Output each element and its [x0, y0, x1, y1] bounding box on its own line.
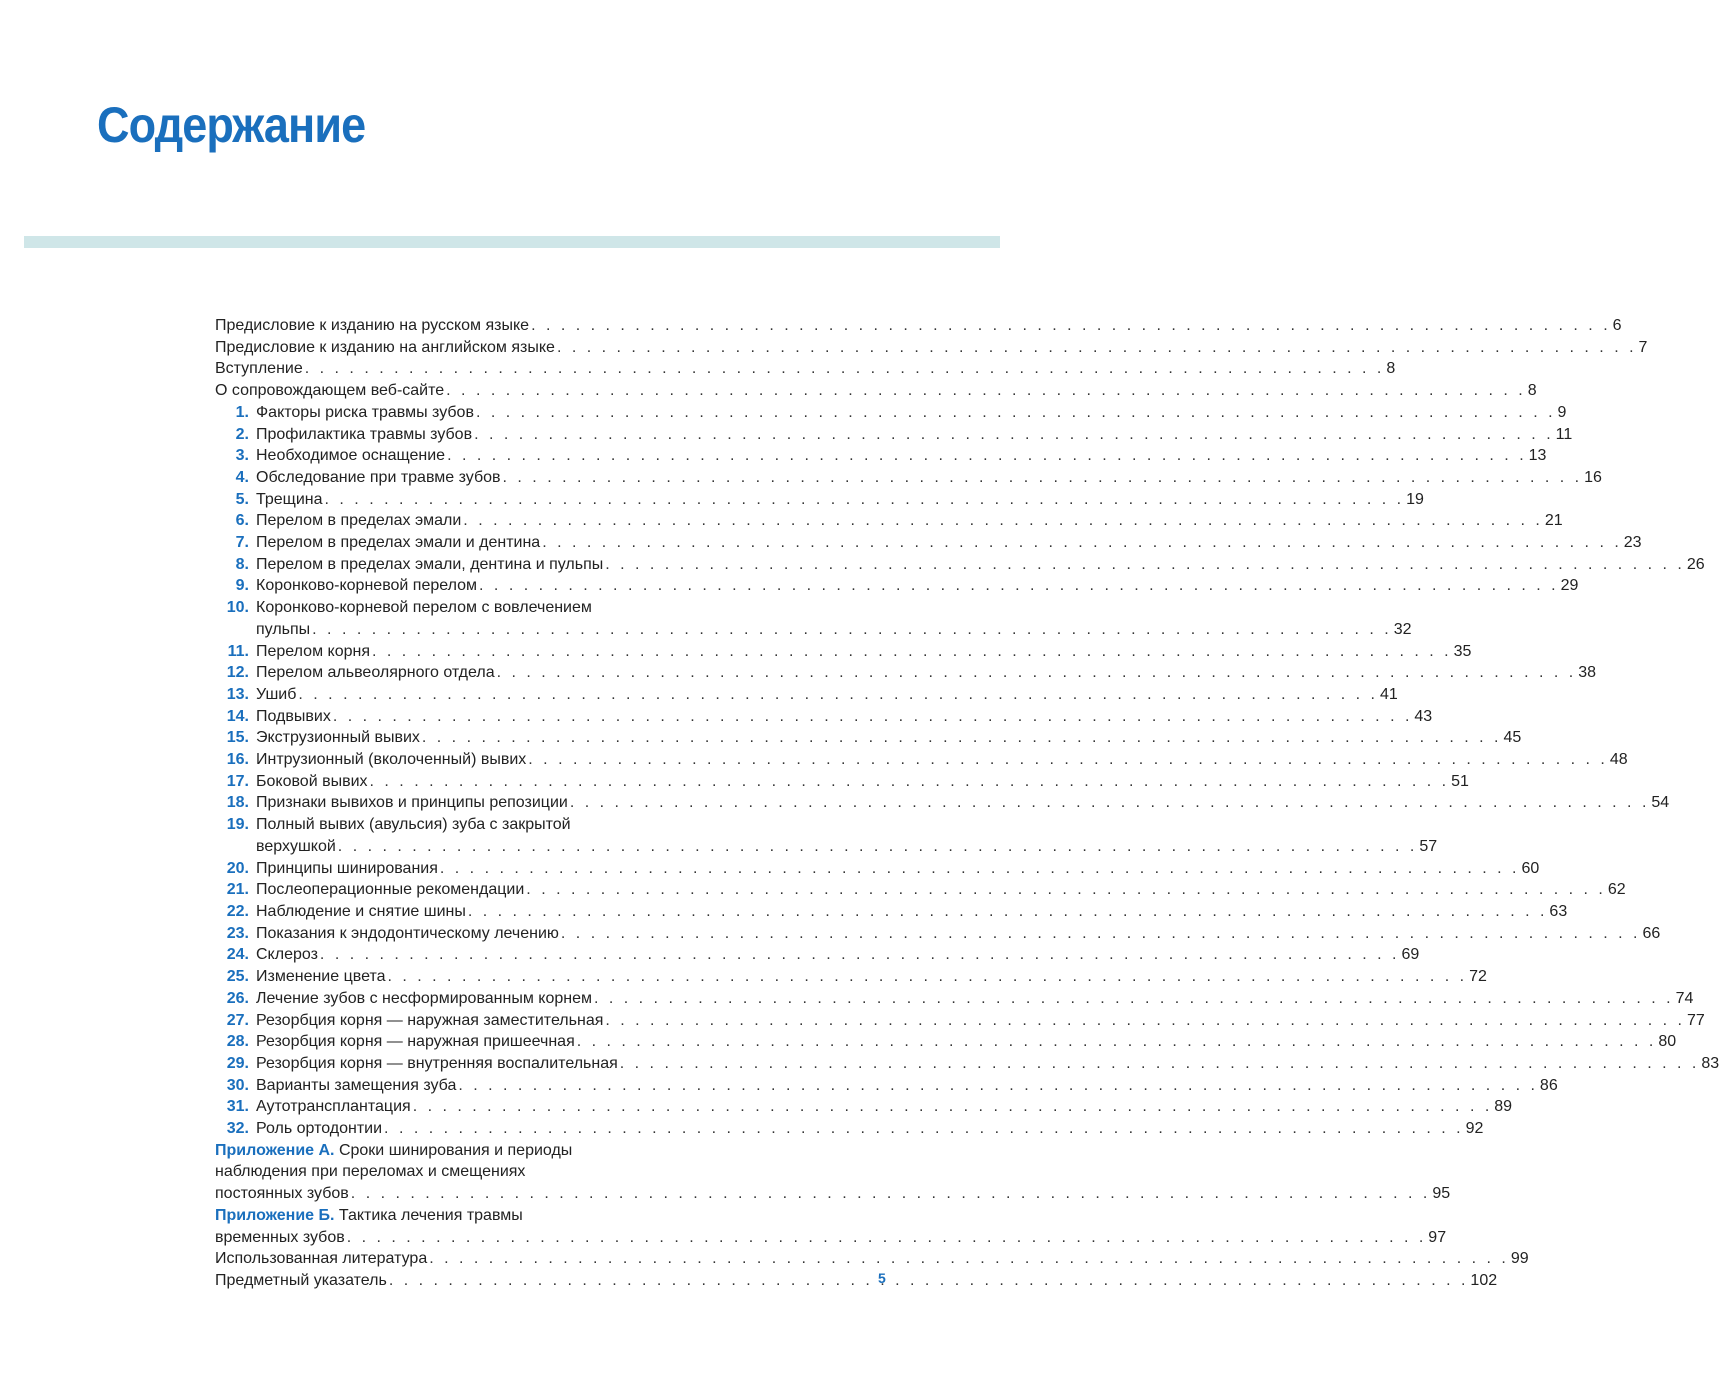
toc-chapter-entry[interactable] [215, 1096, 1513, 1118]
toc-line [256, 1075, 1558, 1097]
chapter-title-line: Факторы риска травмы зубов [256, 403, 474, 421]
toc-chapter-entry[interactable] [215, 1118, 1484, 1140]
dot-leader [296, 684, 1380, 706]
appendix-title-line [215, 1183, 349, 1205]
chapter-number: 17. [226, 772, 249, 790]
entry-page: 102 [1470, 1271, 1498, 1289]
chapter-number: 22. [226, 902, 249, 920]
entry-page: 99 [1510, 1250, 1529, 1268]
chapter-number: 1. [235, 403, 249, 421]
chapter-title-line: Наблюдение и снятие шины [256, 902, 466, 920]
chapter-number: 21. [226, 881, 249, 899]
entry-page: 95 [1432, 1185, 1451, 1203]
toc-chapter-entry[interactable] [215, 575, 1579, 597]
toc-chapter-entry[interactable] [215, 510, 1563, 532]
toc-appendix-entry[interactable] [215, 1140, 1451, 1205]
entry-page: 21 [1544, 512, 1563, 530]
entry-title: Предисловие к изданию на русском языке [215, 317, 530, 334]
chapter-text [215, 445, 1547, 467]
appendix-text: Сроки шинирования и периоды [338, 1141, 573, 1159]
dot-leader [323, 489, 1407, 511]
chapter-number: 4. [235, 468, 249, 486]
toc-line [256, 467, 1602, 489]
entry-page: 51 [1451, 772, 1469, 790]
toc-line [256, 1118, 1484, 1140]
page-number: 5 [878, 1270, 886, 1286]
appendix-title-line [215, 1227, 345, 1249]
entry-page: 74 [1675, 989, 1694, 1007]
toc-chapter-entry[interactable] [215, 923, 1661, 945]
toc-entry[interactable] [215, 1270, 1498, 1292]
entry-page: 60 [1521, 859, 1540, 877]
entry-page: 11 [1555, 425, 1573, 443]
chapter-title-line: Показания к эндодонтическому лечению [256, 924, 559, 942]
toc-line [256, 988, 1694, 1010]
toc-chapter-entry[interactable] [215, 554, 1705, 576]
appendix-text: временных зубов [215, 1228, 345, 1246]
toc-line [256, 749, 1628, 771]
chapter-number: 2. [235, 425, 249, 443]
chapter-text [215, 706, 1433, 728]
dot-leader [559, 923, 1643, 945]
toc-line [215, 1270, 1498, 1292]
toc-chapter-entry[interactable] [215, 858, 1540, 880]
chapter-text [215, 641, 1472, 663]
toc-chapter-entry[interactable] [215, 1075, 1558, 1097]
toc-chapter-entry[interactable] [215, 467, 1602, 489]
toc-chapter-entry[interactable] [215, 445, 1547, 467]
toc-chapter-entry[interactable] [215, 749, 1628, 771]
dot-leader [349, 1183, 1433, 1205]
chapter-title-line: Коронково-корневой перелом с вовлечением [256, 599, 592, 617]
chapter-title-line: Лечение зубов с несформированным корнем [256, 989, 592, 1007]
toc-chapter-entry[interactable] [215, 771, 1469, 793]
toc-line [256, 424, 1573, 446]
entry-page: 66 [1642, 924, 1661, 942]
dot-leader [461, 510, 1545, 532]
chapter-title-line: Боковой вывих [256, 772, 368, 790]
chapter-text [215, 597, 1412, 640]
toc-line [215, 1183, 1451, 1205]
toc-line [256, 554, 1705, 576]
toc-line [256, 597, 707, 619]
chapter-title-line: Склероз [256, 946, 318, 964]
header-band [24, 236, 1000, 248]
toc-line [256, 727, 1522, 749]
chapter-text [215, 858, 1540, 880]
dot-leader [474, 402, 1558, 424]
chapter-number: 19. [226, 816, 249, 834]
chapter-number: 32. [226, 1120, 249, 1138]
toc-entry[interactable] [215, 337, 1648, 359]
chapter-title-line: Роль ортодонтии [256, 1120, 383, 1138]
chapter-title-line: Необходимое оснащение [256, 447, 446, 465]
toc-chapter-entry[interactable] [215, 1010, 1705, 1032]
toc-line [256, 402, 1567, 424]
chapter-number: 9. [235, 577, 249, 595]
dot-leader [524, 879, 1608, 901]
toc-line [256, 836, 1438, 858]
chapter-title-line: Обследование при травме зубов [256, 468, 501, 486]
chapter-number: 25. [226, 968, 249, 986]
chapter-number: 14. [226, 707, 249, 725]
entry-page: 86 [1539, 1076, 1558, 1094]
chapter-number: 16. [226, 751, 249, 769]
dot-leader [420, 727, 1504, 749]
dot-leader [529, 315, 1613, 337]
chapter-title-line: Варианты замещения зуба [256, 1076, 457, 1094]
dot-leader [387, 1270, 1471, 1292]
toc-chapter-entry[interactable] [215, 814, 1438, 857]
chapter-text [215, 510, 1563, 532]
entry-title: О сопровождающем веб-сайте [215, 382, 445, 400]
chapter-number: 15. [226, 729, 249, 747]
toc-line [256, 489, 1424, 511]
toc-line [215, 1248, 1529, 1270]
entry-title: Вступление [215, 360, 303, 378]
chapter-title-line: Полный вывих (авульсия) зуба с закрытой [256, 816, 571, 834]
page-title: Содержание [97, 97, 366, 153]
appendix-title-line [215, 1140, 572, 1162]
chapter-text [215, 792, 1670, 814]
entry-page: 13 [1528, 447, 1547, 465]
toc-line [215, 1205, 707, 1227]
toc-line [215, 315, 1622, 337]
chapter-text [215, 1010, 1705, 1032]
entry-page: 7 [1638, 338, 1648, 356]
chapter-title-line: верхушкой [256, 837, 336, 855]
dot-leader [603, 1010, 1687, 1032]
chapter-title-line: Перелом в пределах эмали [256, 512, 462, 530]
chapter-title-line: Перелом в пределах эмали и дентина [256, 534, 541, 552]
chapter-text [215, 575, 1579, 597]
entry-page: 92 [1465, 1120, 1484, 1138]
toc-chapter-entry[interactable] [215, 727, 1522, 749]
chapter-title-line: Перелом корня [256, 642, 370, 660]
dot-leader [456, 1075, 1540, 1097]
toc-line [256, 901, 1568, 923]
toc-line [215, 358, 1396, 380]
chapter-title-line: пульпы [256, 620, 311, 638]
chapter-number: 26. [226, 989, 249, 1007]
chapter-title-line: Перелом в пределах эмали, дентина и пульпы [256, 555, 604, 573]
chapter-title-line: Коронково-корневой перелом [256, 577, 478, 595]
chapter-number: 28. [226, 1033, 249, 1051]
entry-page: 45 [1503, 729, 1522, 747]
toc-chapter-entry[interactable] [215, 489, 1424, 511]
chapter-number: 18. [226, 794, 249, 812]
entry-page: 26 [1686, 555, 1705, 573]
toc-chapter-entry[interactable] [215, 597, 1412, 640]
dot-leader [477, 575, 1561, 597]
chapter-title-line: Резорбция корня — наружная пришеечная [256, 1033, 575, 1051]
dot-leader [336, 836, 1420, 858]
dot-leader [603, 554, 1687, 576]
chapter-number: 27. [226, 1011, 249, 1029]
toc-line [256, 966, 1487, 988]
toc-chapter-entry[interactable] [215, 966, 1487, 988]
toc-chapter-entry[interactable] [215, 988, 1694, 1010]
entry-page: 8 [1527, 382, 1537, 400]
entry-page: 16 [1584, 468, 1602, 486]
chapter-text [215, 554, 1705, 576]
dot-leader [501, 467, 1585, 489]
toc-line [256, 858, 1540, 880]
chapter-text [215, 684, 1398, 706]
toc-line [256, 532, 1642, 554]
toc-line [256, 1031, 1677, 1053]
chapter-number: 6. [235, 512, 249, 530]
toc-chapter-entry[interactable] [215, 402, 1567, 424]
chapter-title-line: Резорбция корня — наружная заместительная [256, 1011, 604, 1029]
chapter-text [215, 966, 1487, 988]
dot-leader [555, 337, 1639, 359]
toc-line [256, 510, 1563, 532]
entry-page: 54 [1651, 794, 1670, 812]
entry-page: 41 [1379, 685, 1398, 703]
dot-leader [540, 532, 1624, 554]
entry-page: 8 [1386, 360, 1396, 378]
dot-leader [318, 944, 1402, 966]
chapter-number: 12. [226, 664, 249, 682]
chapter-text [215, 1075, 1558, 1097]
chapter-text [215, 814, 1438, 857]
chapter-title-line: Послеоперационные рекомендации [256, 881, 525, 899]
entry-page: 19 [1406, 490, 1424, 508]
chapter-text [215, 727, 1522, 749]
entry-page: 6 [1612, 317, 1622, 334]
chapter-title-line: Аутотрансплантация [256, 1098, 411, 1116]
dot-leader [370, 641, 1454, 663]
dot-leader [438, 858, 1522, 880]
dot-leader [331, 706, 1415, 728]
toc-line [256, 662, 1596, 684]
toc-line [256, 923, 1661, 945]
entry-page: 89 [1494, 1098, 1513, 1116]
entry-page: 9 [1557, 403, 1567, 421]
chapter-text [215, 1096, 1513, 1118]
chapter-title-line: Подвывих [256, 707, 331, 725]
toc-chapter-entry[interactable] [215, 879, 1626, 901]
entry-page: 80 [1658, 1033, 1677, 1051]
toc-line [256, 619, 1412, 641]
dot-leader [568, 792, 1652, 814]
toc-line [215, 337, 1648, 359]
appendix-text: постоянных зубов [215, 1185, 349, 1203]
chapter-title-line: Резорбция корня — внутренняя воспалительная [256, 1054, 618, 1072]
entry-title: Предметный указатель [215, 1271, 387, 1289]
chapter-title-line: Интрузионный (вколоченный) вывих [256, 751, 527, 769]
chapter-text [215, 467, 1602, 489]
chapter-text [215, 1031, 1677, 1053]
toc-line [256, 1096, 1513, 1118]
entry-page: 63 [1549, 902, 1568, 920]
chapter-number: 11. [227, 642, 249, 660]
toc-chapter-entry[interactable] [215, 1031, 1677, 1053]
entry-page: 48 [1609, 751, 1628, 769]
chapter-title-line: Принципы шинирования [256, 859, 438, 877]
entry-page: 83 [1701, 1054, 1719, 1072]
dot-leader [411, 1096, 1495, 1118]
entry-page: 38 [1578, 664, 1596, 682]
toc-chapter-entry[interactable] [215, 424, 1573, 446]
toc-chapter-entry[interactable] [215, 641, 1472, 663]
entry-title: Предисловие к изданию на английском языке [215, 338, 555, 356]
chapter-text [215, 988, 1694, 1010]
chapter-text [215, 923, 1661, 945]
entry-page: 23 [1623, 534, 1642, 552]
toc-line [256, 684, 1398, 706]
entry-page: 32 [1393, 620, 1412, 638]
appendix-title-line [215, 1205, 523, 1227]
entry-page: 43 [1414, 707, 1433, 725]
chapter-text [215, 402, 1567, 424]
appendix-label: Приложение Б. [215, 1206, 335, 1224]
chapter-text [215, 901, 1568, 923]
chapter-number: 20. [226, 859, 249, 877]
toc-entry[interactable] [215, 358, 1396, 380]
entry-title: Использованная литература [215, 1250, 428, 1268]
chapter-text [215, 749, 1628, 771]
toc-appendix-entry[interactable] [215, 1205, 1447, 1248]
toc-line [256, 1053, 1719, 1075]
chapter-number: 13. [226, 685, 249, 703]
toc-chapter-entry[interactable] [215, 532, 1642, 554]
chapter-number: 23. [226, 924, 249, 942]
entry-page: 72 [1469, 968, 1487, 986]
toc-line [256, 1010, 1705, 1032]
toc-line [256, 706, 1433, 728]
toc-chapter-entry[interactable] [215, 792, 1670, 814]
chapter-number: 30. [226, 1076, 249, 1094]
dot-leader [345, 1227, 1429, 1249]
chapter-text [215, 1118, 1484, 1140]
toc-entry[interactable] [215, 315, 1622, 337]
dot-leader [618, 1053, 1702, 1075]
chapter-number: 3. [235, 447, 249, 465]
dot-leader [466, 901, 1550, 923]
chapter-text [215, 944, 1420, 966]
dot-leader [382, 1118, 1466, 1140]
chapter-number: 24. [226, 946, 249, 964]
table-of-contents [215, 315, 1719, 1292]
chapter-title-line: Изменение цвета [256, 968, 386, 986]
entry-page: 57 [1419, 837, 1438, 855]
toc-chapter-entry[interactable] [215, 684, 1398, 706]
toc-line [215, 1227, 1447, 1249]
dot-leader [310, 619, 1394, 641]
dot-leader [592, 988, 1676, 1010]
toc-chapter-entry[interactable] [215, 944, 1420, 966]
chapter-title-line: Экструзионный вывих [256, 729, 420, 747]
entry-page: 69 [1401, 946, 1420, 964]
toc-chapter-entry[interactable] [215, 662, 1596, 684]
chapter-text [215, 771, 1469, 793]
chapter-title-line: Ушиб [256, 685, 297, 703]
chapter-text [215, 662, 1596, 684]
toc-entry[interactable] [215, 1248, 1529, 1270]
dot-leader [575, 1031, 1659, 1053]
chapter-text [215, 424, 1573, 446]
chapter-title-line: Признаки вывихов и принципы репозиции [256, 794, 568, 812]
appendix-label: Приложение А. [215, 1141, 335, 1159]
dot-leader [368, 771, 1452, 793]
entry-page: 35 [1453, 642, 1472, 660]
appendix-text: наблюдения при переломах и смещениях [215, 1163, 526, 1181]
chapter-text [215, 879, 1626, 901]
chapter-title-line: Перелом альвеолярного отдела [256, 664, 495, 682]
chapter-number: 10. [226, 599, 249, 617]
chapter-number: 29. [226, 1054, 249, 1072]
dot-leader [385, 966, 1469, 988]
chapter-number: 7. [235, 534, 249, 552]
chapter-text [215, 1053, 1719, 1075]
appendix-title-line [215, 1161, 525, 1183]
entry-page: 29 [1560, 577, 1579, 595]
toc-line [256, 641, 1472, 663]
toc-line [256, 944, 1420, 966]
toc-line [256, 445, 1547, 467]
dot-leader [303, 358, 1387, 380]
chapter-text [215, 489, 1424, 511]
toc-line [256, 771, 1469, 793]
entry-page: 62 [1607, 881, 1626, 899]
chapter-number: 31. [226, 1098, 249, 1116]
entry-page: 77 [1686, 1011, 1705, 1029]
toc-line [256, 575, 1579, 597]
entry-page: 97 [1428, 1228, 1447, 1246]
toc-chapter-entry[interactable] [215, 706, 1433, 728]
appendix-text: Тактика лечения травмы [338, 1206, 523, 1224]
toc-line [256, 792, 1670, 814]
chapter-number: 5. [235, 490, 249, 508]
dot-leader [495, 662, 1579, 684]
chapter-text [215, 532, 1642, 554]
dot-leader [526, 749, 1610, 771]
toc-chapter-entry[interactable] [215, 901, 1568, 923]
toc-chapter-entry[interactable] [215, 1053, 1719, 1075]
chapter-title-line: Профилактика травмы зубов [256, 425, 473, 443]
toc-line [256, 879, 1626, 901]
toc-entry[interactable] [215, 380, 1537, 402]
toc-line [256, 814, 707, 836]
chapter-title-line: Трещина [256, 490, 323, 508]
dot-leader [427, 1248, 1511, 1270]
dot-leader [445, 445, 1529, 467]
dot-leader [444, 380, 1528, 402]
toc-line [215, 1161, 707, 1183]
toc-line [215, 1140, 707, 1162]
chapter-number: 8. [235, 555, 249, 573]
toc-line [215, 380, 1537, 402]
dot-leader [472, 424, 1556, 446]
